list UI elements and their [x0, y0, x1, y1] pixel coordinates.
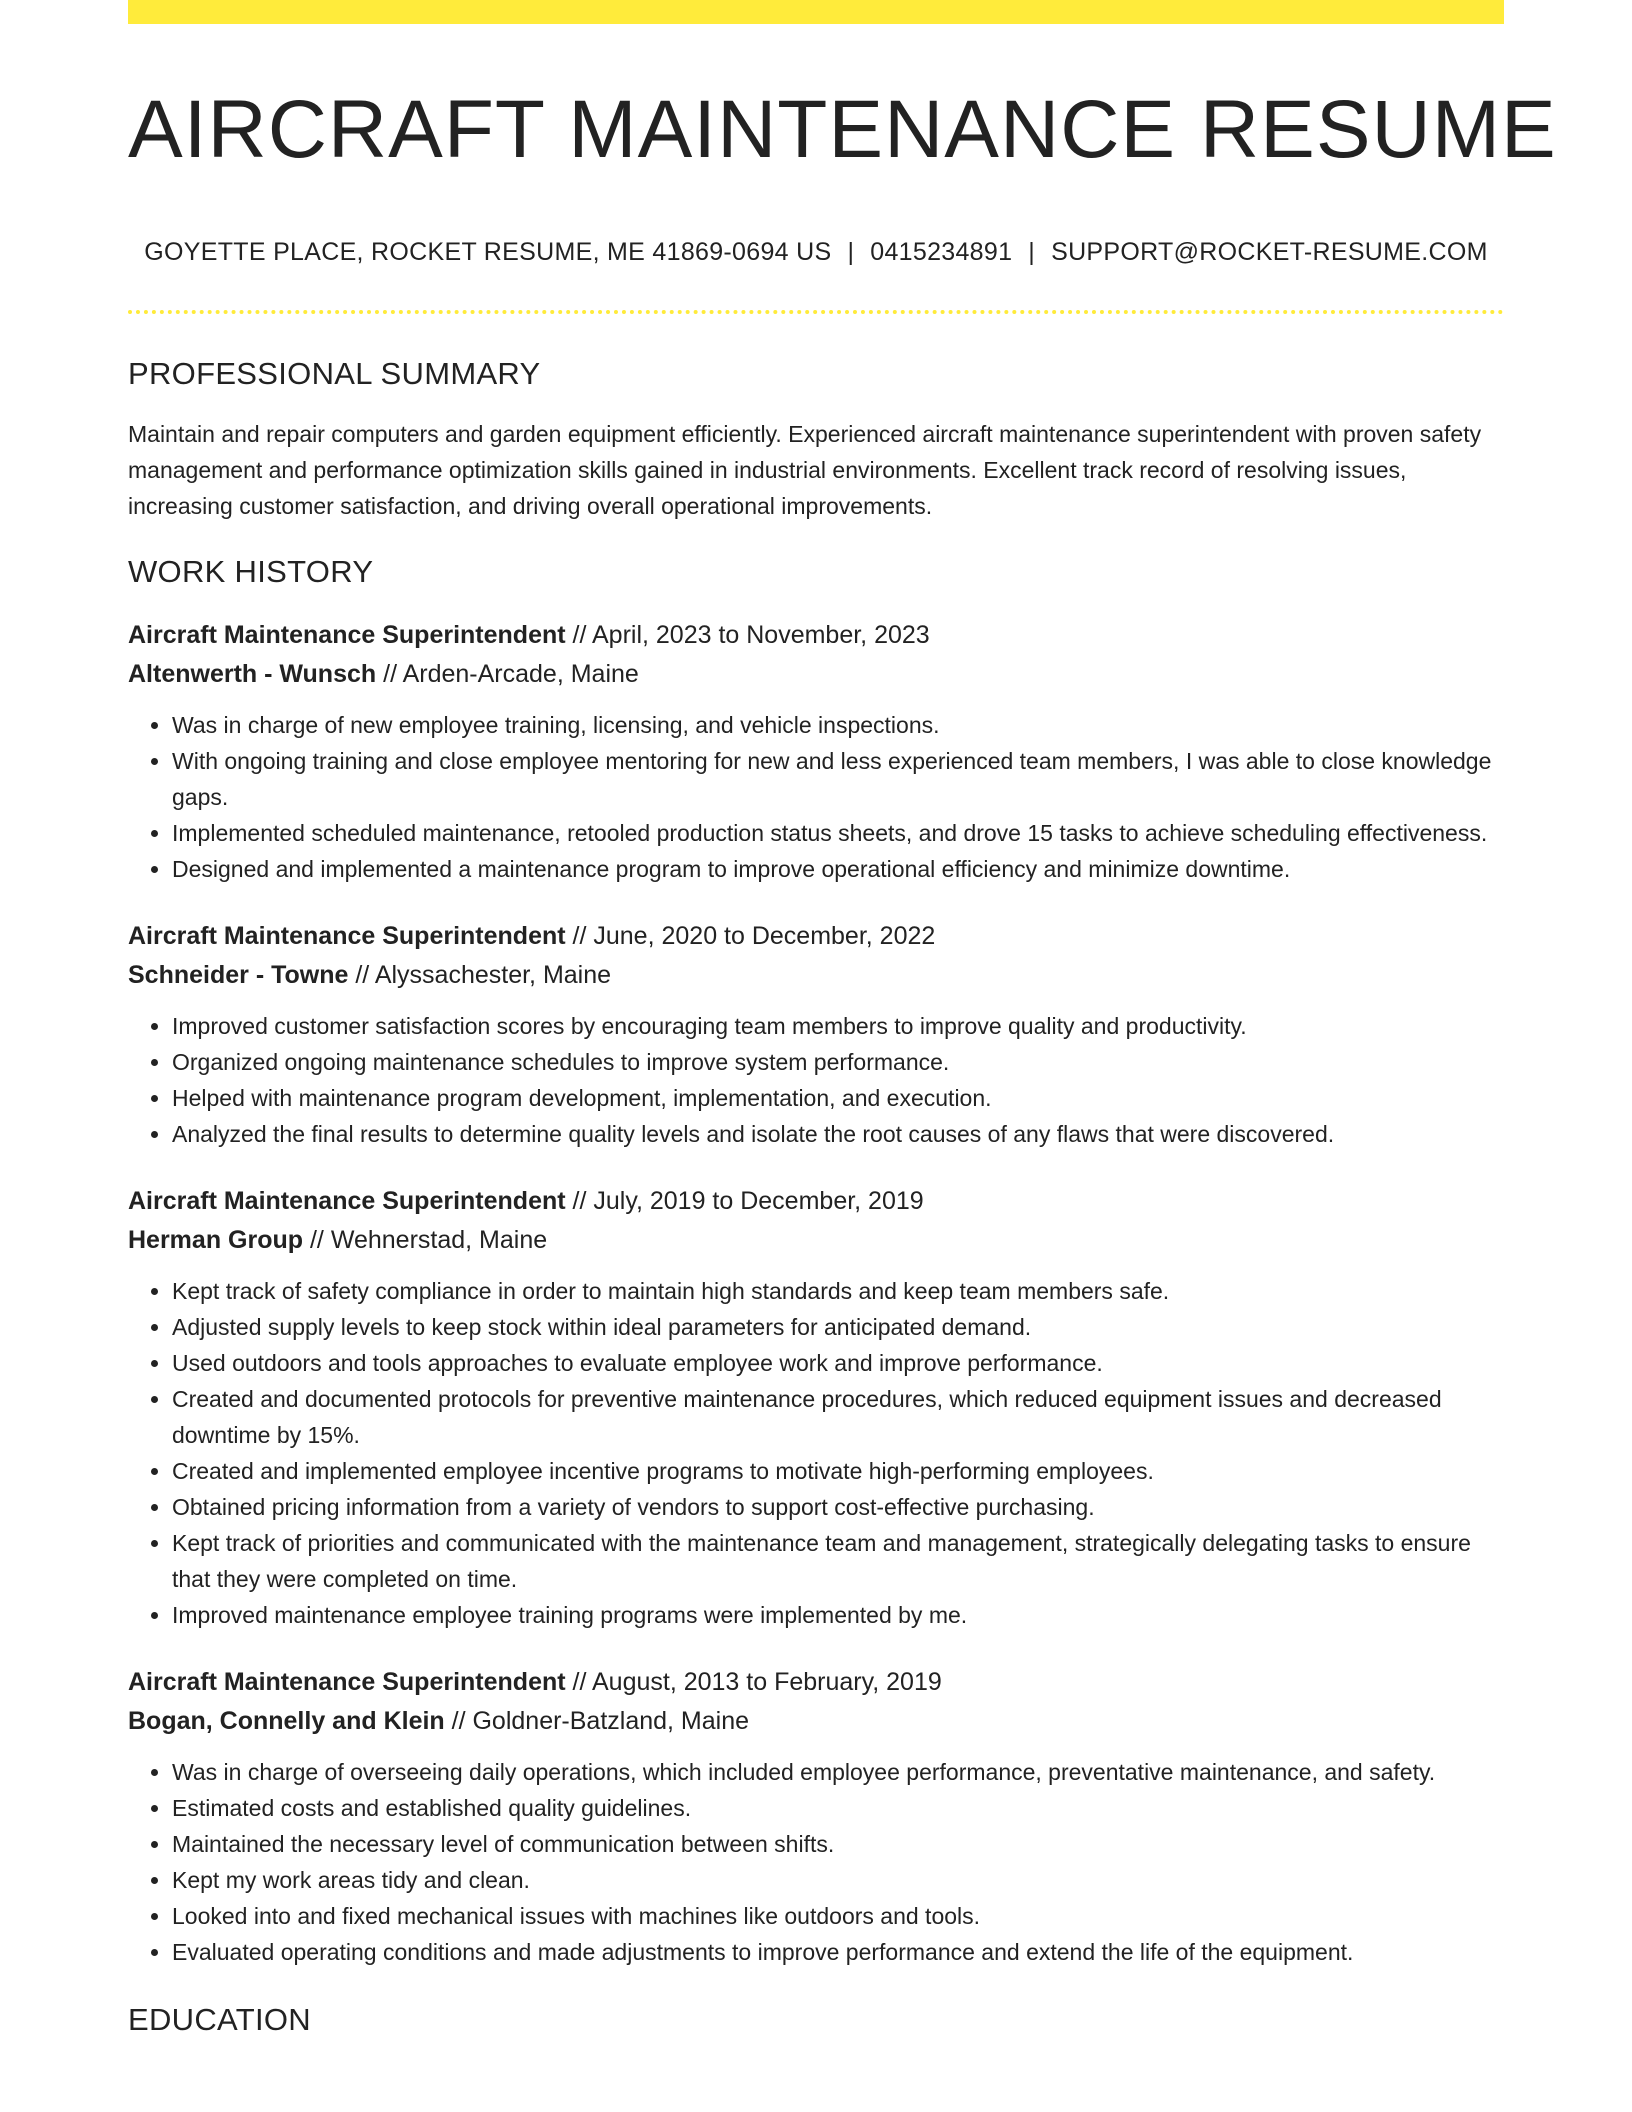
contact-phone: 0415234891	[870, 238, 1013, 266]
job-bullet: • Used outdoors and tools approaches to evaluate employee work and improve performance.	[172, 1345, 1504, 1381]
job-company: Bogan, Connelly and Klein	[128, 1707, 445, 1735]
job-bullet: • Improved maintenance employee training programs were implemented by me.	[172, 1597, 1504, 1633]
job-title: Aircraft Maintenance Superintendent	[128, 1668, 566, 1696]
job-location: Alyssachester, Maine	[374, 961, 612, 989]
job-location: Wehnerstad, Maine	[330, 1226, 548, 1254]
job-company-line	[128, 956, 1504, 995]
job-company-line	[128, 1221, 1504, 1260]
contact-address: GOYETTE PLACE, ROCKET RESUME, ME 41869-0694 US	[144, 238, 832, 266]
contact-separator: |	[1028, 238, 1036, 266]
job-bullet: • Kept track of safety compliance in order to maintain high standards and keep team members safe.	[172, 1273, 1504, 1309]
job-bullet: • Implemented scheduled maintenance, retooled production status sheets, and drove 15 tasks to achieve scheduling effectiveness.	[172, 815, 1504, 851]
work-history-heading: WORK HISTORY	[128, 554, 374, 589]
job-delimiter: //	[565, 621, 592, 649]
job-title-line	[128, 1663, 1504, 1702]
job-bullet: • Organized ongoing maintenance schedules to improve system performance.	[172, 1044, 1504, 1080]
job-bullets	[128, 707, 1504, 887]
job-delimiter: //	[303, 1226, 331, 1254]
job-bullet: • Helped with maintenance program development, implementation, and execution.	[172, 1080, 1504, 1116]
resume-title: AIRCRAFT MAINTENANCE RESUME	[128, 84, 1557, 175]
dotted-divider	[128, 310, 1504, 314]
job-title: Aircraft Maintenance Superintendent	[128, 621, 566, 649]
job-dates: August, 2013 to February, 2019	[591, 1668, 942, 1696]
contact-separator: |	[847, 238, 855, 266]
top-accent-bar	[128, 0, 1504, 24]
job-company: Altenwerth - Wunsch	[128, 660, 377, 688]
job-title-line	[128, 917, 1504, 956]
job-entry	[128, 917, 1504, 1152]
job-dates: April, 2023 to November, 2023	[591, 621, 930, 649]
job-dates: June, 2020 to December, 2022	[593, 922, 936, 950]
job-bullet: • Was in charge of overseeing daily operations, which included employee performance, preventative maintenance, and safety.	[172, 1754, 1504, 1790]
job-title-line	[128, 1182, 1504, 1221]
contact-email: SUPPORT@ROCKET-RESUME.COM	[1051, 238, 1488, 266]
job-entry	[128, 616, 1504, 887]
job-title-line	[128, 616, 1504, 655]
job-company-line	[128, 1702, 1504, 1741]
job-bullet: • Looked into and fixed mechanical issues with machines like outdoors and tools.	[172, 1898, 1504, 1934]
job-location: Arden-Arcade, Maine	[402, 660, 639, 688]
job-delimiter: //	[348, 961, 375, 989]
job-bullets	[128, 1008, 1504, 1152]
job-delimiter: //	[376, 660, 403, 688]
job-bullet: • Kept my work areas tidy and clean.	[172, 1862, 1504, 1898]
job-company: Herman Group	[128, 1226, 304, 1254]
job-bullet: • Designed and implemented a maintenance program to improve operational efficiency and minimize downtime.	[172, 851, 1504, 887]
job-title: Aircraft Maintenance Superintendent	[128, 1187, 566, 1215]
job-bullets	[128, 1273, 1504, 1633]
job-bullet: • With ongoing training and close employee mentoring for new and less experienced team members, I was able to close knowledge gaps.	[172, 743, 1504, 815]
job-location: Goldner-Batzland, Maine	[472, 1707, 750, 1735]
job-company-line	[128, 655, 1504, 694]
job-bullet: • Obtained pricing information from a variety of vendors to support cost-effective purchasing.	[172, 1489, 1504, 1525]
job-title: Aircraft Maintenance Superintendent	[128, 922, 566, 950]
job-bullets	[128, 1754, 1504, 1970]
job-bullet: • Analyzed the final results to determine quality levels and isolate the root causes of any flaws that were discovered.	[172, 1116, 1504, 1152]
job-entry	[128, 1663, 1504, 1970]
job-company: Schneider - Towne	[128, 961, 349, 989]
summary-text: Maintain and repair computers and garden equipment efficiently. Experienced aircraft maintenance superintendent with proven safety management and performance optimization skills gained in industrial environments. Excellent track record of resolving issues, increasing customer satisfaction, and driving overall operational improvements.	[128, 421, 1482, 519]
education-heading: EDUCATION	[128, 2002, 311, 2037]
job-bullet: • Maintained the necessary level of communication between shifts.	[172, 1826, 1504, 1862]
job-bullet: • Created and documented protocols for preventive maintenance procedures, which reduced equipment issues and decreased downtime by 15%.	[172, 1381, 1504, 1453]
resume-page	[128, 0, 1557, 2040]
job-dates: July, 2019 to December, 2019	[593, 1187, 924, 1215]
job-delimiter: //	[565, 1187, 594, 1215]
job-bullet: • Evaluated operating conditions and made adjustments to improve performance and extend the life of the equipment.	[172, 1934, 1504, 1970]
summary-heading: PROFESSIONAL SUMMARY	[128, 356, 541, 391]
job-bullet: • Kept track of priorities and communicated with the maintenance team and management, strategically delegating tasks to ensure that they were completed on time.	[172, 1525, 1504, 1597]
job-delimiter: //	[444, 1707, 473, 1735]
job-bullet: • Improved customer satisfaction scores by encouraging team members to improve quality and productivity.	[172, 1008, 1504, 1044]
job-bullet: • Created and implemented employee incentive programs to motivate high-performing employees.	[172, 1453, 1504, 1489]
job-delimiter: //	[565, 922, 594, 950]
job-bullet: • Estimated costs and established quality guidelines.	[172, 1790, 1504, 1826]
job-entry	[128, 1182, 1504, 1633]
job-delimiter: //	[565, 1668, 592, 1696]
job-bullet: • Was in charge of new employee training, licensing, and vehicle inspections.	[172, 707, 1504, 743]
job-bullet: • Adjusted supply levels to keep stock within ideal parameters for anticipated demand.	[172, 1309, 1504, 1345]
contact-line	[128, 236, 1504, 268]
